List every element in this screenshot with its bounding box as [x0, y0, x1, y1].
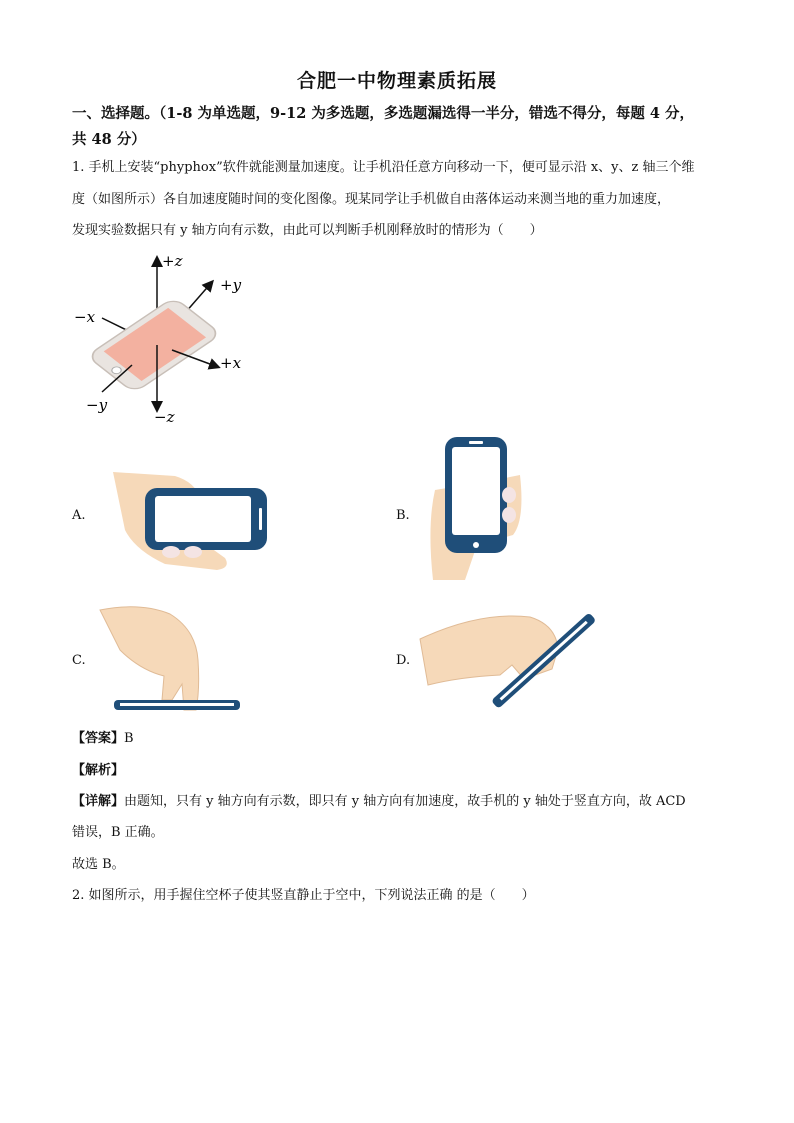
answer-value: B: [124, 731, 134, 746]
axis-label-plus-y: +y: [220, 276, 242, 294]
phone-axes-figure: [72, 250, 272, 430]
axis-label-minus-x: −x: [74, 308, 96, 326]
axis-label-plus-x: +x: [220, 354, 242, 372]
detail-text-line1: 由题知，只有 y 轴方向有示数，即只有 y 轴方向有加速度，故手机的 y 轴处于竖直方向，故 ACD: [124, 794, 686, 809]
section-heading-line2: 共 48 分）: [72, 131, 146, 148]
q1-stem-line2: 度（如图所示）各自加速度随时间的变化图像。现某同学让手机做自由落体运动来测当地的重力加速度，: [72, 192, 671, 207]
q2-stem-line1: 2. 如图所示，用手握住空杯子使其竖直静止于空中，下列说法正确 的是（ ）: [72, 888, 535, 903]
conclusion: 故选 B。: [72, 857, 125, 872]
option-c-label: C.: [72, 653, 86, 668]
detail-line1: [72, 792, 686, 812]
option-d-label: D.: [396, 653, 411, 668]
q1-stem-line3: 发现实验数据只有 y 轴方向有示数，由此可以判断手机刚释放时的情形为（ ）: [72, 223, 543, 238]
answer-tag: 【答案】: [72, 731, 125, 746]
option-b-figure: [425, 435, 525, 585]
q1-answer: [72, 729, 134, 749]
section-heading-line1: 一、选择题。（1-8 为单选题，9-12 为多选题，多选题漏选得一半分，错选不得分，每题 4 分，: [72, 105, 695, 122]
axis-label-minus-z: −z: [154, 408, 175, 426]
page-title: 合肥一中物理素质拓展: [296, 70, 497, 92]
option-c-figure: [100, 600, 260, 720]
axis-label-plus-z: +z: [162, 252, 183, 270]
option-d-figure: [420, 605, 600, 715]
detail-line2: 错误，B 正确。: [72, 825, 164, 840]
option-b-label: B.: [396, 508, 410, 523]
option-a-figure: [105, 460, 275, 580]
axis-label-minus-y: −y: [86, 396, 108, 414]
q1-stem-line1: 1. 手机上安装“phyphox”软件就能测量加速度。让手机沿任意方向移动一下，便可显示沿 x、y、z 轴三个维: [72, 160, 695, 175]
analysis-tag: [72, 761, 124, 781]
detail-tag: 【详解】: [72, 794, 125, 809]
analysis-tag-text: 【解析】: [72, 763, 125, 778]
option-a-label: A.: [72, 508, 86, 523]
